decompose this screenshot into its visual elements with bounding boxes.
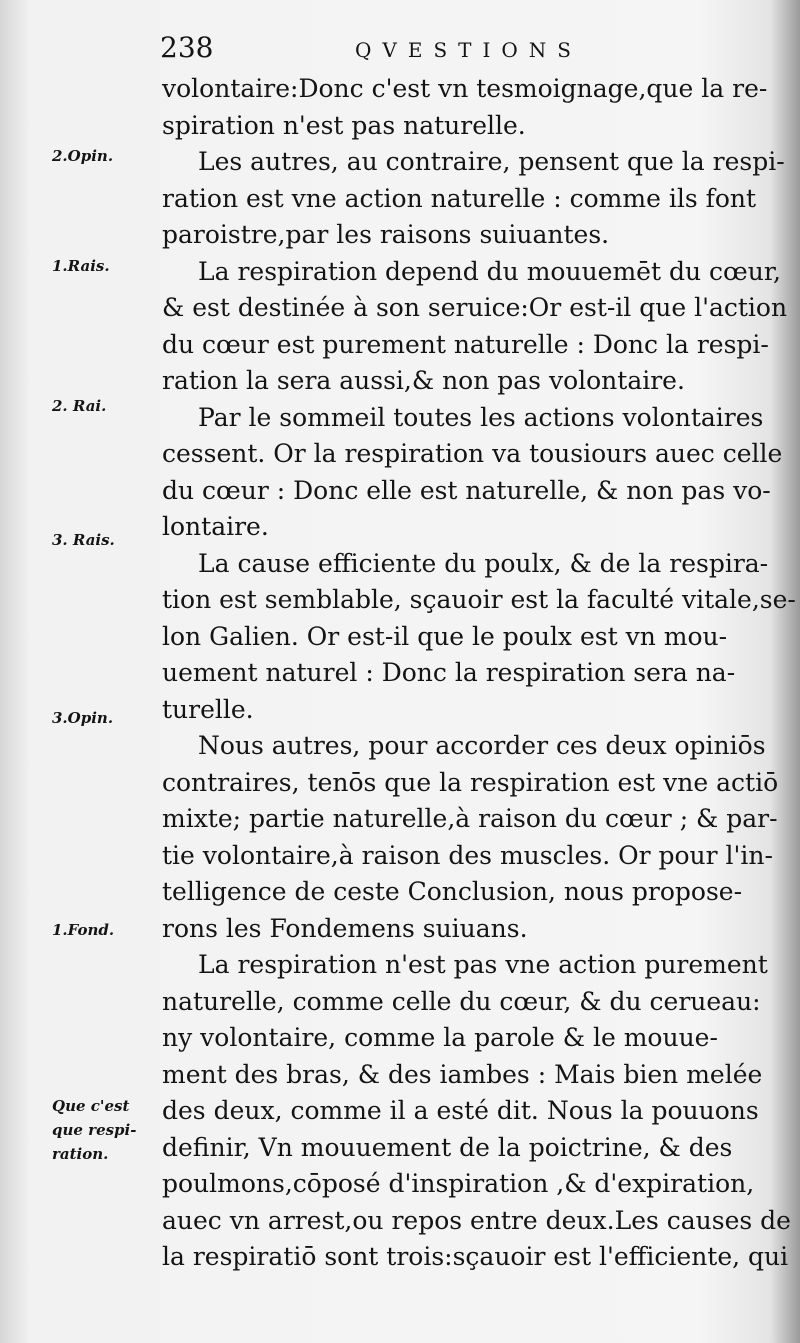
margin-note-opinion-3: 3.Opin. [52, 709, 114, 727]
margin-note-foundation-1: 1.Fond. [52, 921, 115, 939]
text-line: La cause efficiente du poulx, & de la respira- [198, 548, 769, 578]
text-line: spiration n'est pas naturelle. [162, 110, 526, 140]
text-line: La respiration depend du mouuemēt du cœur, [198, 256, 781, 286]
margin-note-definition-line: que respi- [52, 1121, 137, 1139]
margin-note-definition-line: ration. [52, 1145, 109, 1163]
text-line: La respiration n'est pas vne action purement [198, 950, 768, 979]
text-line: mixte; partie naturelle,à raison du cœur ; & par- [162, 804, 778, 833]
text-line: Nous autres, pour accorder ces deux opiniōs [198, 731, 766, 760]
running-title: QVESTIONS [355, 38, 582, 62]
text-line: ny volontaire, comme la parole & le mouue- [162, 1023, 718, 1052]
text-line: Les autres, au contraire, pensent que la respi- [198, 147, 785, 176]
text-line: rons les Fondemens suiuans. [162, 913, 528, 943]
margin-note-opinion-2: 2.Opin. [52, 147, 114, 165]
margin-note-reason-2: 2. Rai. [52, 397, 107, 415]
text-line: telligence de ceste Conclusion, nous propose- [162, 877, 743, 906]
text-line: Par le sommeil toutes les actions volontaires [198, 402, 764, 432]
text-line: poulmons,cōposé d'inspiration ,& d'expiration, [162, 1169, 755, 1198]
text-line: ment des bras, & des iambes : Mais bien melée [162, 1059, 763, 1089]
text-line: & est destinée à son seruice:Or est-il que l'action [162, 293, 788, 322]
text-line: lontaire. [162, 512, 269, 541]
text-line: tie volontaire,à raison des muscles. Or pour l'in- [162, 840, 773, 870]
text-line: paroistre,par les raisons suiuantes. [162, 220, 610, 249]
text-line: cessent. Or la respiration va tousiours auec celle [162, 439, 783, 468]
margin-note-definition-line: Que c'est [52, 1097, 130, 1115]
text-line: ration est vne action naturelle : comme ils font [162, 183, 757, 213]
text-line: du cœur : Donc elle est naturelle, & non pas vo- [162, 475, 771, 505]
text-line: ration la sera aussi,& non pas volontaire. [162, 366, 685, 395]
text-line: turelle. [162, 694, 254, 724]
margin-note-definition [52, 1094, 136, 1166]
running-head [160, 30, 600, 66]
text-line: la respiratiō sont trois:sçauoir est l'efficiente, qui [162, 1242, 789, 1271]
text-line: definir, Vn mouuement de la poictrine, & des [162, 1132, 733, 1162]
text-line: des deux, comme il a esté dit. Nous la pouuons [162, 1096, 759, 1125]
text-line: contraires, tenōs que la respiration est vne actiō [162, 767, 779, 797]
margin-note-reason-1: 1.Rais. [52, 257, 110, 275]
text-line: auec vn arrest,ou repos entre deux.Les causes de [162, 1205, 791, 1235]
text-line: naturelle, comme celle du cœur, & du cerueau: [162, 986, 761, 1016]
text-line: tion est semblable, sçauoir est la faculté vitale,se- [162, 585, 796, 614]
text-line: volontaire:Donc c'est vn tesmoignage,que la re- [162, 74, 768, 103]
text-line: lon Galien. Or est-il que le poulx est vn mou- [162, 621, 728, 651]
body-text [162, 71, 796, 1276]
text-line: du cœur est purement naturelle : Donc la respi- [162, 329, 769, 359]
text-line: uement naturel : Donc la respiration sera na- [162, 658, 736, 687]
margin-note-reason-3: 3. Rais. [52, 531, 115, 549]
page-number: 238 [160, 31, 214, 64]
